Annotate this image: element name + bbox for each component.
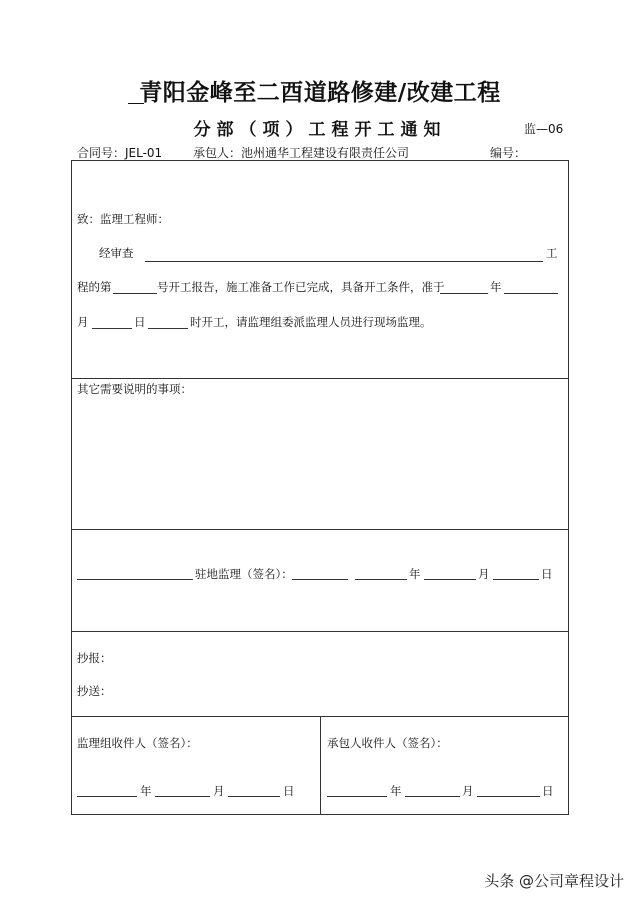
notice-line1-prefix: 经审查: [99, 246, 134, 260]
notice-line1-suffix: 工: [546, 246, 558, 260]
addressee: 致：监理工程师：: [77, 212, 169, 226]
form-code: 监—06: [524, 122, 564, 136]
divider-other: [71, 529, 569, 530]
receipt1-month-blank: [155, 796, 210, 797]
serial-number-label: 编号：: [490, 146, 527, 160]
receipt1-day-label: 日: [283, 784, 295, 798]
receipt1-month-label: 月: [213, 784, 225, 798]
start-year-blank: [440, 293, 488, 294]
receipt1-day-blank: [228, 796, 280, 797]
report-number-blank: [113, 293, 157, 294]
divider-receipt-columns: [320, 716, 321, 815]
sign-year-label: 年: [409, 567, 421, 581]
contractor-receiver-label: 承包人收件人（签名）：: [327, 736, 448, 750]
start-month-blank: [92, 328, 132, 329]
sign-month-label: 月: [478, 567, 490, 581]
document-subtitle: 分部（项）工程开工通知: [193, 120, 447, 140]
sign-day-blank: [493, 579, 539, 580]
notice-line2-year: 年: [490, 280, 502, 294]
contractor-name: 承包人：池州通华工程建设有限责任公司: [193, 146, 410, 160]
watermark-text: 头条 @公司章程设计: [484, 872, 624, 890]
other-matters-label: 其它需要说明的事项：: [77, 382, 192, 396]
receipt2-day-blank: [477, 796, 540, 797]
receipt1-year-blank: [77, 796, 137, 797]
signature-blank: [292, 579, 348, 580]
sign-day-label: 日: [541, 567, 553, 581]
document-title: 青阳金峰至二酉道路修建/改建工程: [139, 80, 501, 106]
receipt1-year-label: 年: [140, 784, 152, 798]
notice-line2-a: 程的第: [77, 280, 112, 294]
sign-year-blank: [355, 579, 407, 580]
notice-line3-month: 月: [77, 315, 89, 329]
start-day-blank: [148, 328, 188, 329]
receipt2-day-label: 日: [542, 784, 554, 798]
supervisor-unit-blank: [77, 579, 193, 580]
receipt2-month-blank: [405, 796, 460, 797]
copy-to-label: 抄送：: [77, 684, 112, 698]
divider-notice: [71, 378, 569, 379]
receipt2-year-label: 年: [390, 784, 402, 798]
receipt2-month-label: 月: [462, 784, 474, 798]
title-underline: [128, 103, 144, 104]
notice-line3-day: 日: [134, 315, 146, 329]
notice-line3-c: 时开工，请监理组委派监理人员进行现场监理。: [190, 315, 432, 329]
resident-supervisor-label: 驻地监理（签名）：: [195, 567, 293, 581]
continuation-blank: [504, 293, 558, 294]
supervisor-receiver-label: 监理组收件人（签名）：: [77, 736, 198, 750]
report-to-label: 抄报：: [77, 651, 112, 665]
project-name-blank: [145, 261, 543, 262]
contract-number: 合同号：JEL-01: [77, 146, 163, 160]
notice-line2-b: 号开工报告，施工准备工作已完成，具备开工条件，准于: [157, 280, 445, 294]
receipt2-year-blank: [327, 796, 387, 797]
divider-sign: [71, 631, 569, 632]
sign-month-blank: [424, 579, 476, 580]
